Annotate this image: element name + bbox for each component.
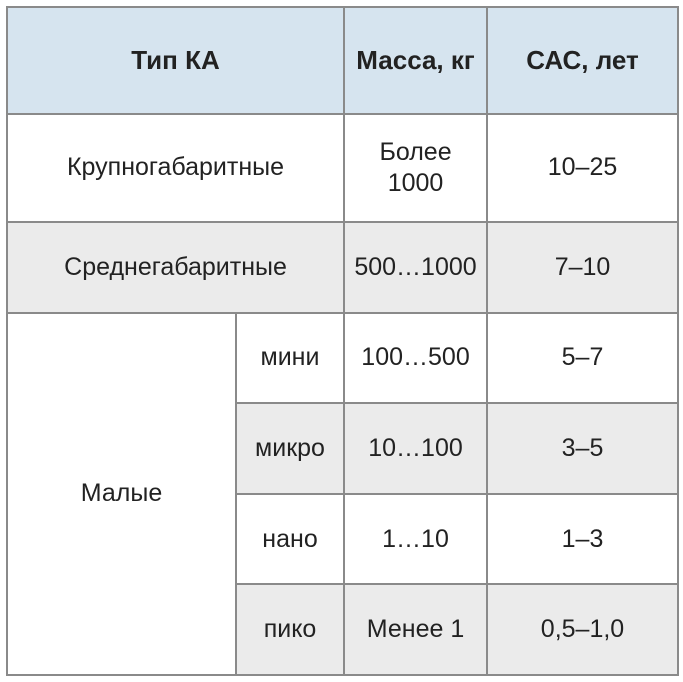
table-row [7,313,678,404]
header-mass: Масса, кг [344,7,487,114]
header-type: Тип КА [7,7,344,114]
mass-cell [344,114,487,223]
subtype-cell: микро [236,403,344,494]
lifetime-cell: 7–10 [487,222,678,313]
mass-line: Более [379,137,452,166]
subtype-cell: нано [236,494,344,585]
subtype-cell: мини [236,313,344,404]
lifetime-cell: 0,5–1,0 [487,584,678,675]
type-cell: Крупногабаритные [7,114,344,223]
table-row [7,222,678,313]
header-row [7,7,678,114]
lifetime-cell: 1–3 [487,494,678,585]
lifetime-cell: 10–25 [487,114,678,223]
mass-cell: 100…500 [344,313,487,404]
table-row [7,114,678,223]
header-lifetime: САС, лет [487,7,678,114]
type-cell: Среднегабаритные [7,222,344,313]
spacecraft-classification-table [6,6,679,676]
mass-cell: 10…100 [344,403,487,494]
group-label-cell: Малые [7,313,236,675]
subtype-cell: пико [236,584,344,675]
mass-line: 1000 [387,168,444,197]
mass-cell: 500…1000 [344,222,487,313]
lifetime-cell: 3–5 [487,403,678,494]
mass-cell: 1…10 [344,494,487,585]
lifetime-cell: 5–7 [487,313,678,404]
mass-cell: Менее 1 [344,584,487,675]
